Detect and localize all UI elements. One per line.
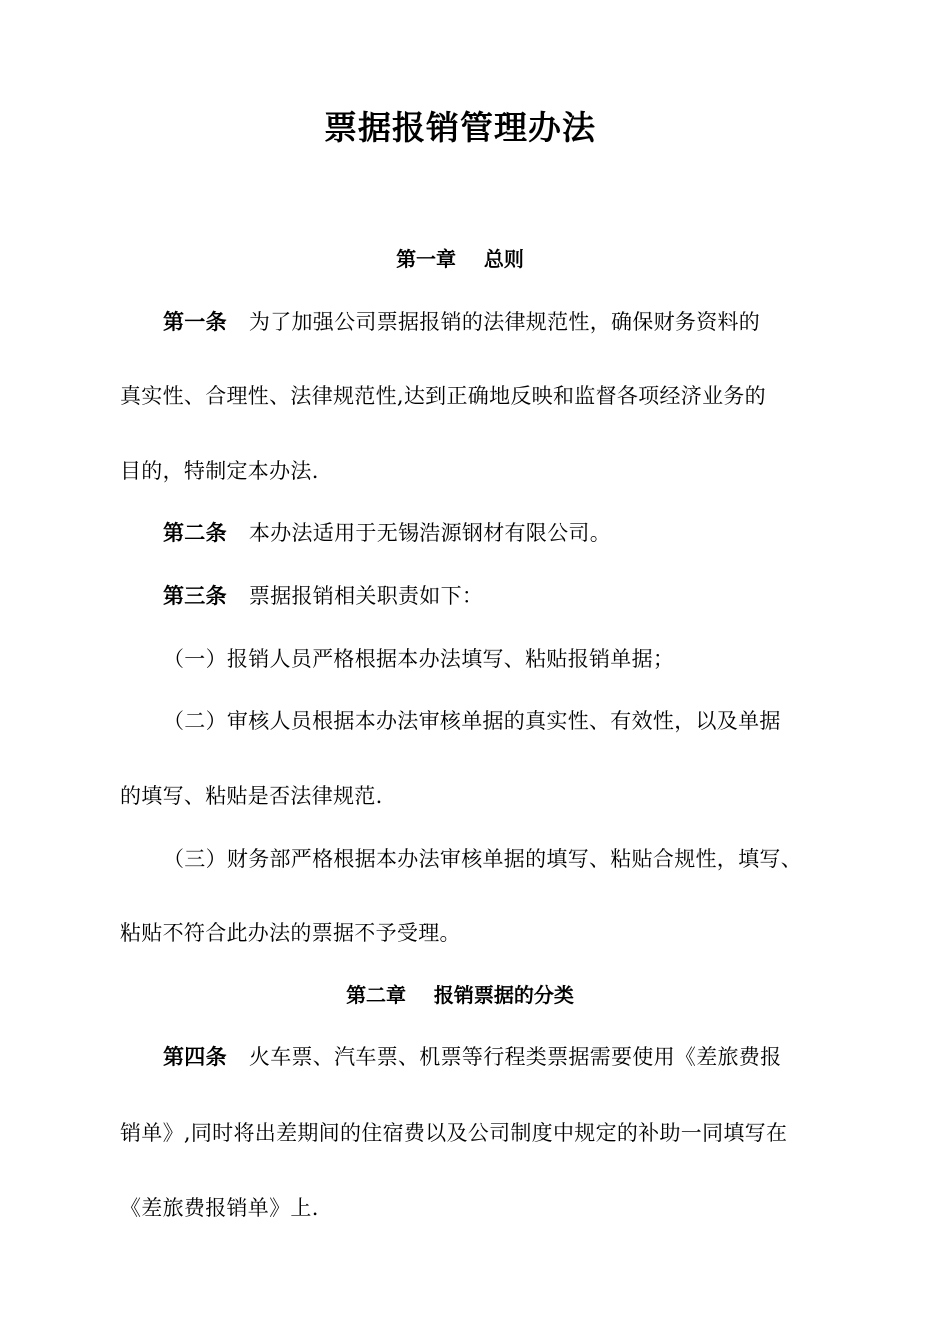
article-text: 为了加强公司票据报销的法律规范性，确保财务资料的 (248, 310, 761, 334)
item-2-line-1: （二）审核人员根据本办法审核单据的真实性、有效性，以及单据 (163, 709, 781, 733)
article-text: 票据报销相关职责如下： (248, 584, 484, 608)
article-1-line-1 (163, 308, 760, 336)
article-4-line-3: 《差旅费报销单》上. (120, 1196, 319, 1220)
chapter-name: 报销票据的分类 (433, 983, 574, 1007)
article-4-line-1 (163, 1043, 781, 1071)
article-label: 第三条 (163, 584, 227, 608)
item-2-line-2: 的填写、粘贴是否法律规范. (120, 784, 383, 808)
page-title: 票据报销管理办法 (324, 108, 596, 147)
chapter-heading-2 (0, 981, 920, 1009)
article-label: 第四条 (163, 1045, 227, 1069)
article-1-line-2: 真实性、合理性、法律规范性,达到正确地反映和监督各项经济业务的 (120, 384, 766, 408)
article-label: 第一条 (163, 310, 227, 334)
article-3-line-1 (163, 582, 483, 610)
article-text: 本办法适用于无锡浩源钢材有限公司。 (248, 521, 612, 545)
chapter-heading-1 (0, 245, 920, 273)
chapter-label: 第二章 (346, 983, 407, 1007)
article-2-line-1 (163, 519, 611, 547)
article-4-line-2: 销单》,同时将出差期间的住宿费以及公司制度中规定的补助一同填写在 (120, 1121, 788, 1145)
item-1-line-1: （一）报销人员严格根据本办法填写、粘贴报销单据； (163, 647, 675, 671)
chapter-name: 总则 (483, 247, 524, 271)
item-3-line-1: （三）财务部严格根据本办法审核单据的填写、粘贴合规性，填写、 (163, 847, 802, 871)
article-label: 第二条 (163, 521, 227, 545)
chapter-label: 第一章 (396, 247, 457, 271)
article-text: 火车票、汽车票、机票等行程类票据需要使用《差旅费报 (248, 1045, 782, 1069)
item-3-line-2: 粘贴不符合此办法的票据不予受理。 (120, 921, 461, 945)
article-1-line-3: 目的，特制定本办法. (120, 459, 319, 483)
